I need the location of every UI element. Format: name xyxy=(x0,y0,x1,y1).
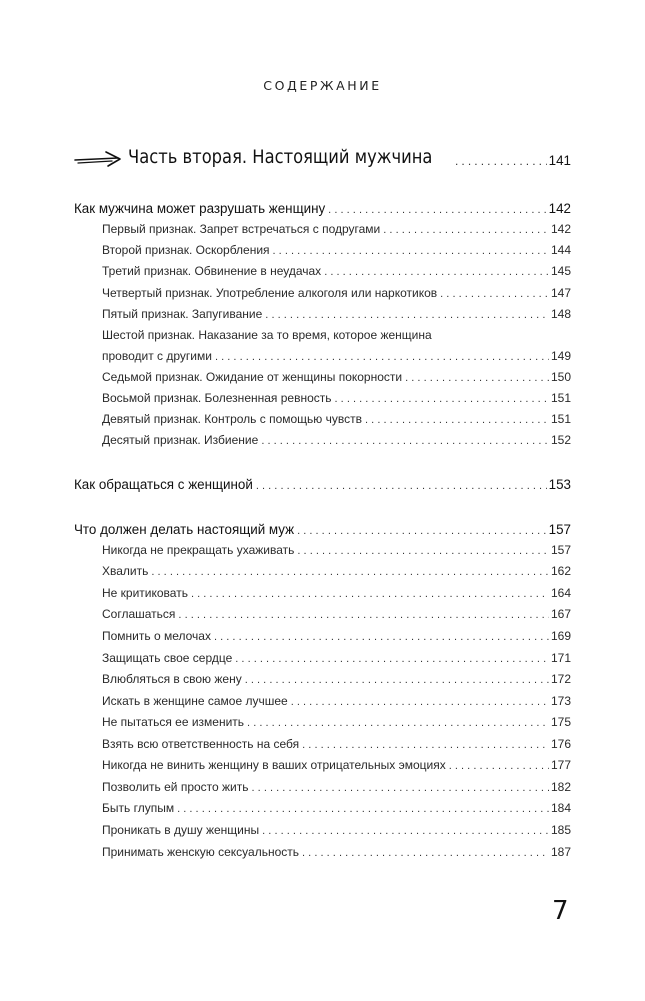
leader-dots xyxy=(261,435,549,447)
entry-title: Восьмой признак. Болезненная ревность xyxy=(102,391,332,405)
entry-page-number: 149 xyxy=(550,349,571,363)
leader-dots xyxy=(335,393,549,405)
entry-page-number: 145 xyxy=(550,264,571,278)
toc-entry[interactable] xyxy=(102,543,571,557)
leader-dots xyxy=(291,696,549,708)
toc-section[interactable] xyxy=(74,522,571,537)
toc-section[interactable] xyxy=(74,477,571,492)
section-page-number: 157 xyxy=(548,522,571,537)
leader-dots xyxy=(177,803,549,815)
leader-dots xyxy=(455,154,547,168)
section-title: Что должен делать настоящий муж xyxy=(74,522,295,537)
section-title: Как мужчина может разрушать женщину xyxy=(74,201,326,216)
entry-page-number: 162 xyxy=(550,564,571,578)
part-heading[interactable] xyxy=(74,146,571,168)
leader-dots xyxy=(302,739,549,751)
toc-entry[interactable] xyxy=(102,370,571,384)
entry-title: Пятый признак. Запугивание xyxy=(102,307,263,321)
entry-page-number: 148 xyxy=(550,307,571,321)
running-header: СОДЕРЖАНИЕ xyxy=(263,78,382,93)
part-page-number: 141 xyxy=(548,153,571,168)
toc-entry[interactable] xyxy=(102,286,571,300)
entry-title: Первый признак. Запрет встречаться с подругами xyxy=(102,222,381,236)
toc-entry[interactable] xyxy=(102,412,571,426)
entry-title: Соглашаться xyxy=(102,607,176,621)
toc-entry[interactable] xyxy=(102,264,571,278)
toc-entry[interactable] xyxy=(102,801,571,815)
leader-dots xyxy=(191,588,549,600)
part-title: Часть вторая. Настоящий мужчина xyxy=(128,146,433,168)
entry-title: Девятый признак. Контроль с помощью чувств xyxy=(102,412,363,426)
leader-dots xyxy=(297,545,549,557)
entry-title: проводит с другими xyxy=(102,349,212,363)
entry-title: Третий признак. Обвинение в неудачах xyxy=(102,264,322,278)
entry-page-number: 157 xyxy=(550,543,571,557)
entry-page-number: 175 xyxy=(550,715,571,729)
leader-dots xyxy=(178,609,549,621)
toc-entry[interactable] xyxy=(102,845,571,859)
entry-title: Влюбляться в свою жену xyxy=(102,672,242,686)
entry-page-number: 142 xyxy=(550,222,571,236)
toc-entry[interactable] xyxy=(102,607,571,621)
toc-entry[interactable] xyxy=(102,651,571,665)
section-title: Как обращаться с женщиной xyxy=(74,477,253,492)
entry-page-number: 150 xyxy=(550,370,571,384)
leader-dots xyxy=(265,309,549,321)
entry-title: Помнить о мелочах xyxy=(102,629,211,643)
toc-entry[interactable] xyxy=(102,780,571,794)
entry-page-number: 144 xyxy=(550,243,571,257)
entry-title: Десятый признак. Избиение xyxy=(102,433,259,447)
entry-page-number: 172 xyxy=(550,672,571,686)
entry-title: Защищать свое сердце xyxy=(102,651,233,665)
section-page-number: 153 xyxy=(548,477,571,492)
leader-dots xyxy=(383,224,549,236)
leader-dots xyxy=(273,245,549,257)
entry-title: Никогда не винить женщину в ваших отрицательных эмоциях xyxy=(102,758,446,772)
entry-title: Быть глупым xyxy=(102,801,175,815)
entry-page-number: 184 xyxy=(550,801,571,815)
entry-title: Проникать в душу женщины xyxy=(102,823,260,837)
toc-entry[interactable] xyxy=(102,307,571,321)
entry-page-number: 147 xyxy=(550,286,571,300)
leader-dots xyxy=(328,204,546,216)
toc-entry[interactable] xyxy=(102,222,571,236)
entry-page-number: 167 xyxy=(550,607,571,621)
entry-title: Никогда не прекращать ухаживать xyxy=(102,543,295,557)
entry-title: Взять всю ответственность на себя xyxy=(102,737,300,751)
leader-dots xyxy=(405,372,549,384)
leader-dots xyxy=(324,266,549,278)
entry-page-number: 164 xyxy=(550,586,571,600)
leader-dots xyxy=(247,717,549,729)
toc-entry[interactable] xyxy=(102,823,571,837)
leader-dots xyxy=(365,414,549,426)
entry-title: Принимать женскую сексуальность xyxy=(102,845,300,859)
toc-entry[interactable] xyxy=(102,715,571,729)
leader-dots xyxy=(151,566,549,578)
toc-entry[interactable] xyxy=(102,694,571,708)
toc-section[interactable] xyxy=(74,201,571,216)
toc-entry[interactable] xyxy=(102,564,571,578)
leader-dots xyxy=(440,288,549,300)
entry-page-number: 152 xyxy=(550,433,571,447)
leader-dots xyxy=(245,674,549,686)
entry-page-number: 182 xyxy=(550,780,571,794)
entry-page-number: 177 xyxy=(550,758,571,772)
page-number: 7 xyxy=(552,896,569,926)
entry-title: Седьмой признак. Ожидание от женщины покорности xyxy=(102,370,403,384)
entry-title: Четвертый признак. Употребление алкоголя или наркотиков xyxy=(102,286,438,300)
leader-dots xyxy=(215,351,549,363)
section-page-number: 142 xyxy=(548,201,571,216)
leader-dots xyxy=(262,825,549,837)
leader-dots xyxy=(449,760,549,772)
leader-dots xyxy=(302,847,549,859)
entry-title-line1: Шестой признак. Наказание за то время, которое женщина xyxy=(102,328,432,342)
entry-page-number: 151 xyxy=(550,391,571,405)
leader-dots xyxy=(297,525,547,537)
entry-page-number: 171 xyxy=(550,651,571,665)
toc-entry[interactable] xyxy=(102,349,571,363)
toc-entry[interactable] xyxy=(102,629,571,643)
entry-page-number: 185 xyxy=(550,823,571,837)
entry-page-number: 187 xyxy=(550,845,571,859)
entry-title: Не критиковать xyxy=(102,586,188,600)
entry-title: Второй признак. Оскорбления xyxy=(102,243,270,257)
toc-entry[interactable] xyxy=(102,391,571,405)
toc-entry[interactable] xyxy=(102,758,571,772)
entry-title: Хвалить xyxy=(102,564,149,578)
toc-entry[interactable] xyxy=(102,672,571,686)
entry-title: Не пытаться ее изменить xyxy=(102,715,245,729)
entry-page-number: 176 xyxy=(550,737,571,751)
toc-entry[interactable] xyxy=(102,737,571,751)
entry-page-number: 173 xyxy=(550,694,571,708)
toc-entry[interactable] xyxy=(102,586,571,600)
leader-dots xyxy=(252,782,549,794)
entry-title: Позволить ей просто жить xyxy=(102,780,249,794)
arrow-right-icon xyxy=(74,150,122,168)
leader-dots xyxy=(214,631,549,643)
entry-page-number: 169 xyxy=(550,629,571,643)
entry-title: Искать в женщине самое лучшее xyxy=(102,694,288,708)
entry-page-number: 151 xyxy=(550,412,571,426)
toc-entry[interactable] xyxy=(102,433,571,447)
leader-dots xyxy=(256,480,547,492)
leader-dots xyxy=(235,653,549,665)
toc-entry[interactable] xyxy=(102,243,571,257)
